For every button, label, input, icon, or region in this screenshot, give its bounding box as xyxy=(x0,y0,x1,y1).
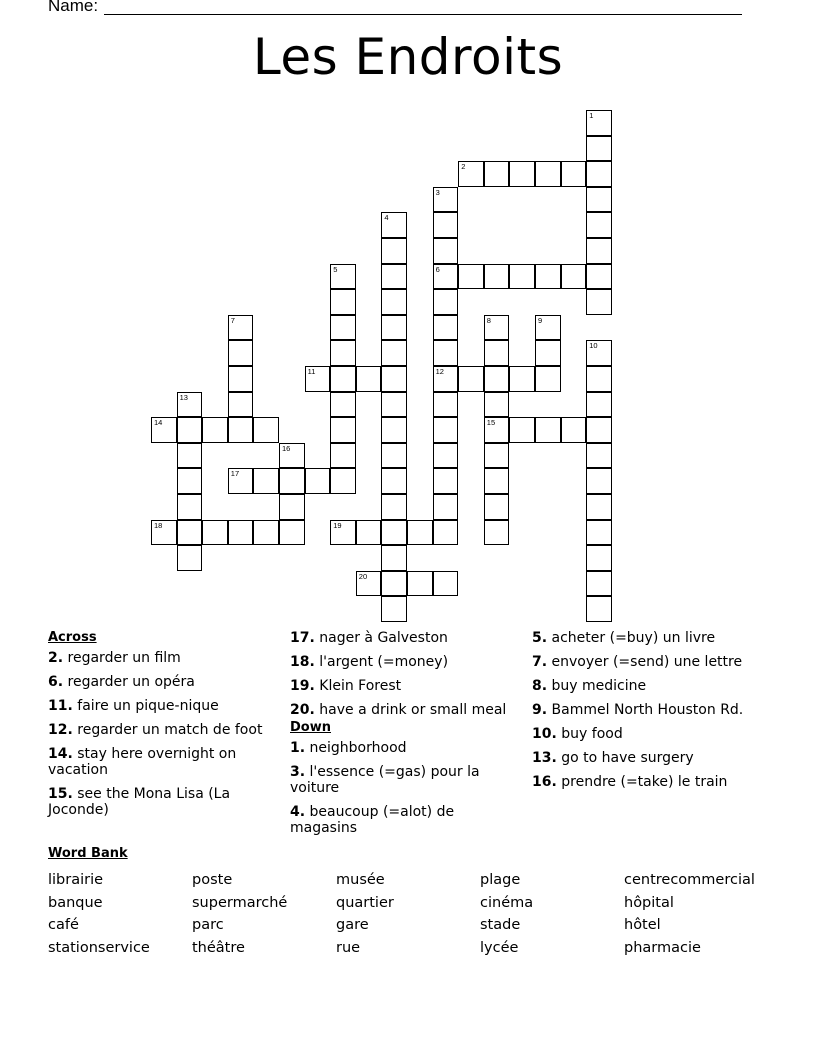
cell-number: 16 xyxy=(282,443,291,453)
word-bank-title: Word Bank xyxy=(48,846,128,861)
cell-number: 20 xyxy=(358,571,368,581)
crossword-cell[interactable] xyxy=(433,187,459,213)
crossword-cell[interactable] xyxy=(484,520,510,546)
crossword-cell[interactable] xyxy=(381,264,407,290)
word-bank-item: plage xyxy=(480,872,521,888)
crossword-cell[interactable] xyxy=(228,468,254,494)
crossword-cell[interactable] xyxy=(586,417,612,443)
word-bank-item: gare xyxy=(336,917,369,934)
cell-number: 12 xyxy=(435,367,444,376)
crossword-cell[interactable] xyxy=(561,417,587,443)
crossword-cell[interactable] xyxy=(151,417,177,443)
cell-number: 7 xyxy=(230,315,235,325)
clues-column-1 xyxy=(48,628,283,826)
crossword-cell[interactable] xyxy=(330,443,356,469)
crossword-cell[interactable] xyxy=(586,161,612,187)
crossword-cell[interactable] xyxy=(381,468,407,494)
crossword-cell[interactable] xyxy=(433,494,459,520)
crossword-cell[interactable] xyxy=(535,315,561,341)
cell-number: 6 xyxy=(435,264,440,274)
cell-number: 1 xyxy=(589,111,594,120)
crossword-cell[interactable] xyxy=(484,340,510,366)
crossword-cell[interactable] xyxy=(458,264,484,290)
crossword-cell[interactable] xyxy=(279,468,305,494)
crossword-cell[interactable] xyxy=(586,264,612,290)
crossword-cell[interactable] xyxy=(381,520,407,546)
crossword-cell[interactable] xyxy=(433,468,459,494)
crossword-cell[interactable] xyxy=(586,520,612,546)
crossword-cell[interactable] xyxy=(177,520,203,546)
crossword-cell[interactable] xyxy=(586,392,612,418)
crossword-cell[interactable] xyxy=(228,392,254,418)
crossword-cell[interactable] xyxy=(586,468,612,494)
clue-across-14: 14. stay here overnight on vacation xyxy=(48,746,237,778)
cell-number: 13 xyxy=(179,392,188,402)
crossword-cell[interactable] xyxy=(484,366,510,392)
crossword-cell[interactable] xyxy=(433,366,459,392)
word-bank-item: quartier xyxy=(336,894,394,911)
word-bank-item: banque xyxy=(48,894,103,911)
clue-down-5: 5. acheter (=buy) un livre xyxy=(532,630,716,646)
crossword-cell[interactable] xyxy=(586,187,612,213)
crossword-cell[interactable] xyxy=(586,289,612,315)
word-bank-column-4 xyxy=(480,869,624,959)
crossword-cell[interactable] xyxy=(177,417,203,443)
crossword-cell[interactable] xyxy=(458,161,484,187)
crossword-cell[interactable] xyxy=(330,520,356,546)
word-bank-item: cinéma xyxy=(480,894,534,911)
crossword-cell[interactable] xyxy=(586,571,612,597)
cell-number: 2 xyxy=(461,162,466,172)
crossword-cell[interactable] xyxy=(433,571,459,597)
down-heading: Down xyxy=(290,720,331,735)
crossword-cell[interactable] xyxy=(509,264,535,290)
word-bank-item: stade xyxy=(480,917,521,934)
crossword-cell[interactable] xyxy=(279,494,305,520)
crossword-cell[interactable] xyxy=(228,520,254,546)
word-bank-item: hôtel xyxy=(624,917,661,934)
cell-number: 18 xyxy=(154,520,163,530)
crossword-cell[interactable] xyxy=(177,392,203,418)
clue-down-10: 10. buy food xyxy=(532,726,623,742)
crossword-cell[interactable] xyxy=(253,468,279,494)
cell-number: 8 xyxy=(486,315,491,325)
clue-across-2: 2. regarder un film xyxy=(48,650,181,666)
crossword-cell[interactable] xyxy=(381,417,407,443)
crossword-cell[interactable] xyxy=(433,520,459,546)
clue-across-17: 17. nager à Galveston xyxy=(290,630,448,646)
crossword-cell[interactable] xyxy=(330,315,356,341)
crossword-cell[interactable] xyxy=(484,443,510,469)
crossword-cell[interactable] xyxy=(509,161,535,187)
crossword-cell[interactable] xyxy=(407,520,433,546)
crossword-cell[interactable] xyxy=(356,520,382,546)
clue-across-11: 11. faire un pique-nique xyxy=(48,698,219,714)
word-bank-column-2 xyxy=(192,869,336,959)
crossword-cell[interactable] xyxy=(484,417,510,443)
crossword-cell[interactable] xyxy=(535,161,561,187)
crossword-cell[interactable] xyxy=(228,315,254,341)
word-bank-item: poste xyxy=(192,872,233,888)
crossword-cell[interactable] xyxy=(330,264,356,290)
crossword-cell[interactable] xyxy=(330,468,356,494)
crossword-cell[interactable] xyxy=(151,520,177,546)
crossword-cell[interactable] xyxy=(228,340,254,366)
crossword-cell[interactable] xyxy=(484,161,510,187)
across-heading: Across xyxy=(48,630,97,645)
crossword-cell[interactable] xyxy=(484,468,510,494)
word-bank-item: théâtre xyxy=(192,939,245,956)
crossword-cell[interactable] xyxy=(535,417,561,443)
crossword-cell[interactable] xyxy=(381,366,407,392)
crossword-cell[interactable] xyxy=(586,545,612,571)
crossword-cell[interactable] xyxy=(586,238,612,264)
clues-column-2 xyxy=(290,630,525,844)
crossword-cell[interactable] xyxy=(535,264,561,290)
clue-down-8: 8. buy medicine xyxy=(532,678,647,694)
word-bank-item: centrecommercial xyxy=(624,872,755,888)
crossword-cell[interactable] xyxy=(535,340,561,366)
clue-across-6: 6. regarder un opéra xyxy=(48,674,195,690)
word-bank-item: stationservice xyxy=(48,939,150,956)
clue-down-9: 9. Bammel North Houston Rd. xyxy=(532,702,744,718)
clue-across-20: 20. have a drink or small meal xyxy=(290,702,507,718)
crossword-cell[interactable] xyxy=(356,571,382,597)
crossword-cell[interactable] xyxy=(586,136,612,162)
crossword-cell[interactable] xyxy=(484,392,510,418)
word-bank-item: café xyxy=(48,917,79,934)
word-bank-column-3 xyxy=(336,869,480,959)
crossword-cell[interactable] xyxy=(381,212,407,238)
crossword-cell[interactable] xyxy=(177,494,203,520)
crossword-cell[interactable] xyxy=(330,340,356,366)
crossword-cell[interactable] xyxy=(509,417,535,443)
crossword-cell[interactable] xyxy=(484,264,510,290)
cell-number: 3 xyxy=(435,187,440,197)
crossword-cell[interactable] xyxy=(381,596,407,622)
page-title: Les Endroits xyxy=(252,28,564,86)
word-bank-column-1 xyxy=(48,869,192,959)
word-bank-item: parc xyxy=(192,917,224,934)
crossword-cell[interactable] xyxy=(586,110,612,136)
clue-down-7: 7. envoyer (=send) une lettre xyxy=(532,654,743,670)
crossword-cell[interactable] xyxy=(433,238,459,264)
crossword-cell[interactable] xyxy=(330,417,356,443)
cell-number: 17 xyxy=(230,469,240,479)
crossword-cell[interactable] xyxy=(279,443,305,469)
crossword-cell[interactable] xyxy=(228,366,254,392)
crossword-cell[interactable] xyxy=(381,571,407,597)
crossword-cell[interactable] xyxy=(356,366,382,392)
word-bank-item: lycée xyxy=(480,939,519,956)
crossword-cell[interactable] xyxy=(177,443,203,469)
clues-column-3 xyxy=(532,630,767,798)
crossword-cell[interactable] xyxy=(458,366,484,392)
crossword-cell[interactable] xyxy=(484,494,510,520)
crossword-cell[interactable] xyxy=(381,315,407,341)
clue-down-4: 4. beaucoup (=alot) de magasins xyxy=(290,804,455,836)
name-blank-line[interactable] xyxy=(104,14,742,15)
crossword-cell[interactable] xyxy=(433,289,459,315)
crossword-cell[interactable] xyxy=(433,212,459,238)
cell-number: 9 xyxy=(538,315,543,325)
crossword-cell[interactable] xyxy=(177,545,203,571)
crossword-cell[interactable] xyxy=(509,366,535,392)
crossword-cell[interactable] xyxy=(279,520,305,546)
crossword-cell[interactable] xyxy=(330,289,356,315)
crossword-cell[interactable] xyxy=(381,289,407,315)
clue-across-19: 19. Klein Forest xyxy=(290,678,402,694)
crossword-cell[interactable] xyxy=(561,264,587,290)
crossword-cell[interactable] xyxy=(381,238,407,264)
crossword-cell[interactable] xyxy=(381,340,407,366)
crossword-cell[interactable] xyxy=(381,545,407,571)
word-bank-item: hôpital xyxy=(624,894,674,911)
crossword-cell[interactable] xyxy=(433,443,459,469)
crossword-cell[interactable] xyxy=(253,520,279,546)
cell-number: 5 xyxy=(333,264,338,274)
crossword-cell[interactable] xyxy=(253,417,279,443)
word-bank-column-5 xyxy=(624,869,794,959)
clue-across-15: 15. see the Mona Lisa (La Joconde) xyxy=(48,786,231,818)
clue-down-13: 13. go to have surgery xyxy=(532,750,694,766)
cell-number: 11 xyxy=(307,367,316,376)
cell-number: 4 xyxy=(384,213,389,223)
crossword-cell[interactable] xyxy=(433,392,459,418)
word-bank-item: musée xyxy=(336,872,385,888)
crossword-cell[interactable] xyxy=(586,340,612,366)
clue-down-16: 16. prendre (=take) le train xyxy=(532,774,728,790)
crossword-cell[interactable] xyxy=(202,417,228,443)
cell-number: 14 xyxy=(154,418,163,428)
crossword-cell[interactable] xyxy=(433,315,459,341)
crossword-cell[interactable] xyxy=(535,366,561,392)
clue-across-18: 18. l'argent (=money) xyxy=(290,654,449,670)
cell-number: 15 xyxy=(486,418,496,428)
crossword-cell[interactable] xyxy=(305,468,331,494)
crossword-cell[interactable] xyxy=(305,366,331,392)
crossword-cell[interactable] xyxy=(586,366,612,392)
cell-number: 10 xyxy=(589,341,598,351)
name-label: Name: xyxy=(48,0,99,15)
crossword-cell[interactable] xyxy=(177,468,203,494)
crossword-cell[interactable] xyxy=(433,264,459,290)
word-bank-item: supermarché xyxy=(192,894,288,911)
crossword-cell[interactable] xyxy=(381,494,407,520)
crossword-cell[interactable] xyxy=(586,443,612,469)
crossword-cell[interactable] xyxy=(381,443,407,469)
clue-down-3: 3. l'essence (=gas) pour la voiture xyxy=(290,764,480,796)
crossword-cell[interactable] xyxy=(330,366,356,392)
crossword-cell[interactable] xyxy=(433,417,459,443)
crossword-cell[interactable] xyxy=(381,392,407,418)
crossword-cell[interactable] xyxy=(561,161,587,187)
crossword-cell[interactable] xyxy=(228,417,254,443)
word-bank-item: pharmacie xyxy=(624,939,701,956)
cell-number: 19 xyxy=(333,520,342,530)
word-bank-item: rue xyxy=(336,939,361,956)
word-bank-item: librairie xyxy=(48,872,104,888)
crossword-cell[interactable] xyxy=(330,392,356,418)
crossword-cell[interactable] xyxy=(484,315,510,341)
crossword-cell[interactable] xyxy=(586,212,612,238)
crossword-cell[interactable] xyxy=(586,494,612,520)
crossword-cell[interactable] xyxy=(407,571,433,597)
crossword-cell[interactable] xyxy=(202,520,228,546)
crossword-cell[interactable] xyxy=(586,596,612,622)
clue-across-12: 12. regarder un match de foot xyxy=(48,722,263,738)
clue-down-1: 1. neighborhood xyxy=(290,740,407,756)
crossword-cell[interactable] xyxy=(433,340,459,366)
